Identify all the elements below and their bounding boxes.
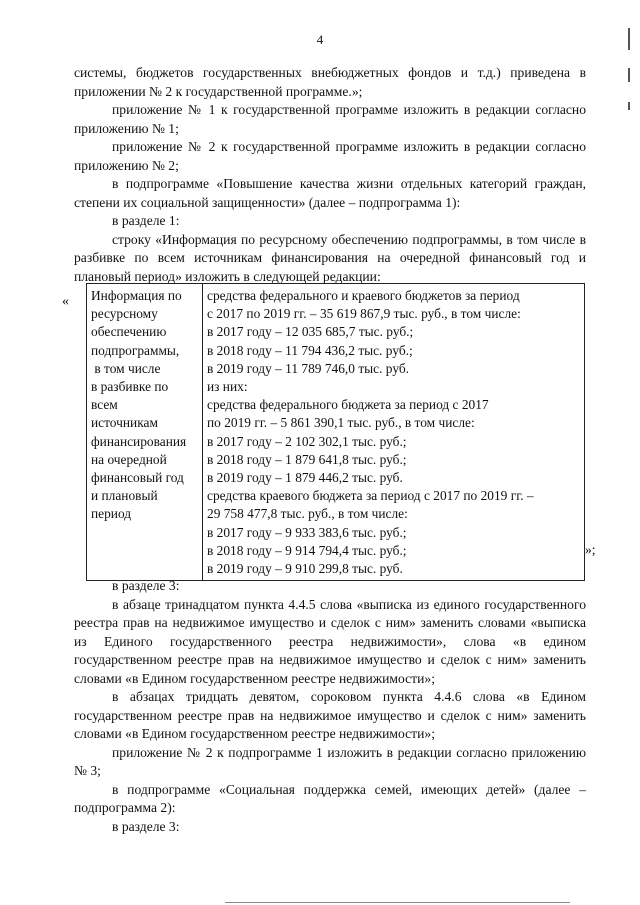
value-line: в 2017 году – 12 035 685,7 тыс. руб.; <box>207 324 414 340</box>
margin-mark <box>628 28 630 50</box>
resource-table <box>86 283 585 581</box>
label-line: всем <box>91 397 118 413</box>
paragraph: в абзаце тринадцатом пункта 4.4.5 слова «выписка из единого государственного реестра прав на недвижимое имущество и сделок с ним» заменить словами «выписка из Единого государственного реестра недвижимости», слова «в едином государственном реестре прав на недвижимое имущество и сделок с ним» заменить словами «в Едином государственном реестре недвижимости»; <box>74 596 586 686</box>
value-line: 29 758 477,8 тыс. руб., в том числе: <box>207 506 408 522</box>
label-line: источникам <box>91 415 158 431</box>
value-line: в 2019 году – 9 910 299,8 тыс. руб. <box>207 561 403 577</box>
paragraph: в разделе 1: <box>112 213 180 228</box>
value-line: в 2018 году – 11 794 436,2 тыс. руб.; <box>207 342 413 358</box>
paragraph: в разделе 3: <box>112 818 180 834</box>
label-line: на очередной <box>91 451 167 467</box>
page-number: 4 <box>316 32 324 47</box>
paragraph: системы, бюджетов государственных внебюджетных фондов и т.д.) приведена в приложении № 2 к государственной программе.»; <box>74 65 586 99</box>
top-text-block <box>74 64 586 286</box>
value-line: в 2019 году – 11 789 746,0 тыс. руб. <box>207 360 410 376</box>
table-row <box>87 284 585 581</box>
value-line: в 2018 году – 9 914 794,4 тыс. руб.; <box>207 542 407 558</box>
margin-mark <box>628 68 630 82</box>
paragraph: в подпрограмме «Социальная поддержка семей, имеющих детей» (далее – подпрограмма 2): <box>74 781 586 815</box>
quote-close: »; <box>585 542 596 557</box>
value-line: из них: <box>207 379 248 395</box>
label-line: в том числе <box>91 360 161 376</box>
margin-mark <box>628 102 630 110</box>
label-line: финансовый год <box>91 470 184 486</box>
label-line: обеспечению <box>91 324 167 340</box>
table-row-label-cell <box>87 284 203 581</box>
label-line: финансирования <box>91 433 187 449</box>
label-line: в разбивке по <box>91 379 169 395</box>
label-line: период <box>91 506 132 522</box>
quote-open: « <box>62 294 69 309</box>
value-line: с 2017 по 2019 гг. – 35 619 867,9 тыс. руб., в том числе: <box>207 306 521 322</box>
paragraph: приложение № 1 к государственной программе изложить в редакции согласно приложению № 1; <box>74 102 586 136</box>
label-line: ресурсному <box>91 306 158 322</box>
paragraph: приложение № 2 к государственной программе изложить в редакции согласно приложению № 2; <box>74 139 586 173</box>
bottom-text-block <box>74 577 586 836</box>
scan-edge-line <box>225 902 570 903</box>
label-line: Информация по <box>91 288 182 303</box>
paragraph: в абзацах тридцать девятом, сороковом пункта 4.4.6 слова «в Едином государственном реестре прав на недвижимое имущество и сделок с ним» заменить словами «в Едином государственном реестре недвижимости»; <box>74 689 586 741</box>
value-line: по 2019 гг. – 5 861 390,1 тыс. руб., в том числе: <box>207 415 475 431</box>
value-line: в 2017 году – 2 102 302,1 тыс. руб.; <box>207 433 407 449</box>
paragraph: строку «Информация по ресурсному обеспечению подпрограммы, в том числе в разбивке по всем источникам финансирования на очередной финансовый год и плановый период» изложить в следующей редакции: <box>74 231 586 284</box>
value-line: в 2017 году – 9 933 383,6 тыс. руб.; <box>207 524 407 540</box>
value-line: в 2018 году – 1 879 641,8 тыс. руб.; <box>207 451 407 467</box>
paragraph: в разделе 3: <box>112 578 180 593</box>
table-row-value-cell <box>203 284 585 581</box>
value-line: средства федерального и краевого бюджетов за период <box>207 288 520 303</box>
label-line: и плановый <box>91 488 158 504</box>
value-line: в 2019 году – 1 879 446,2 тыс. руб. <box>207 470 403 486</box>
value-line: средства краевого бюджета за период с 2017 по 2019 гг. – <box>207 488 534 504</box>
paragraph: приложение № 2 к подпрограмме 1 изложить в редакции согласно приложению № 3; <box>74 744 586 778</box>
value-line: средства федерального бюджета за период с 2017 <box>207 397 489 413</box>
label-line: подпрограммы, <box>91 342 180 358</box>
paragraph: в подпрограмме «Повышение качества жизни отдельных категорий граждан, степени их социальной защищенности» (далее – подпрограмма 1): <box>74 176 586 210</box>
